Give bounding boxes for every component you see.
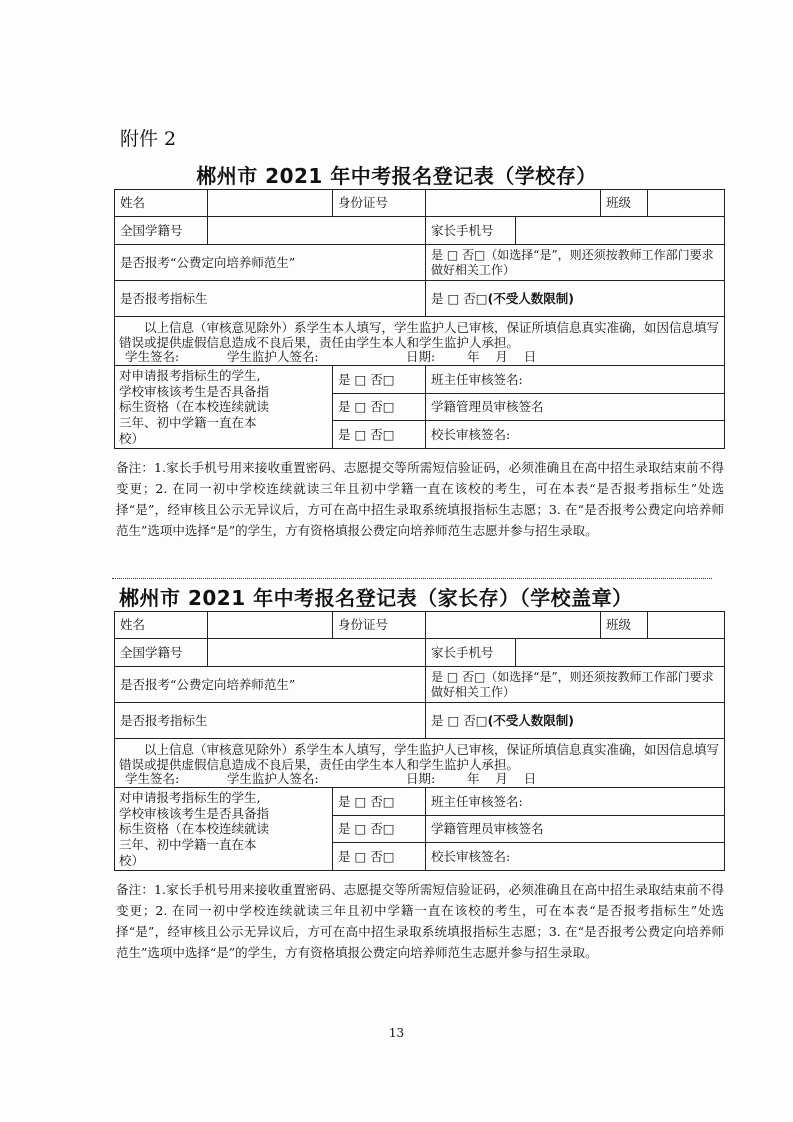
quota-options-checkboxes[interactable]: 是 □ 否□ bbox=[431, 290, 488, 306]
id-number-input-cell[interactable] bbox=[426, 190, 601, 217]
parent-phone-input-cell[interactable] bbox=[516, 639, 725, 667]
student-registry-label: 全国学籍号 bbox=[115, 217, 208, 245]
principal-check-options[interactable]: 是 □ 否□ bbox=[333, 843, 426, 871]
name-label: 姓名 bbox=[115, 612, 208, 639]
principal-check-options[interactable]: 是 □ 否□ bbox=[333, 421, 426, 449]
parent-phone-label: 家长手机号 bbox=[426, 639, 516, 667]
class-input-cell[interactable] bbox=[648, 612, 725, 639]
signature-line: 学生签名: 学生监护人签名: 日期: 年 月 日 bbox=[125, 349, 537, 364]
page-number: 13 bbox=[388, 1026, 405, 1040]
class-input-cell[interactable] bbox=[648, 190, 725, 217]
student-registry-input-cell[interactable] bbox=[208, 639, 426, 667]
headteacher-sign-field[interactable]: 班主任审核签名: bbox=[426, 788, 725, 816]
principal-sign-field[interactable]: 校长审核签名: bbox=[426, 421, 725, 449]
parent-phone-input-cell[interactable] bbox=[516, 217, 725, 245]
registry-admin-sign-field[interactable]: 学籍管理员审核签名 bbox=[426, 393, 725, 421]
cut-line bbox=[112, 578, 712, 579]
remarks-school-copy: 备注：1.家长手机号用来接收重置密码、志愿提交等所需短信验证码，必须准确且在高中招生录取结束前不得变更；2. 在同一初中学校连续就读三年且初中学籍一直在该校的考生，可在本表“是否报考指标生”处选择“是”，经审核且公示无异议后，方可在高中招生录取系统填报指标生志愿；3. 在“是否报考公费定向培养师范生”选项中选择“是”的学生，方有资格填报公费定向培养师范生志愿并参与招生录取。 bbox=[116, 460, 724, 538]
quota-apply-description: 对申请报考指标生的学生,学校审核该考生是否具备指标生资格（在本校连续就读三年、初中学籍一直在本校） bbox=[115, 366, 333, 449]
public-teacher-options[interactable]: 是 □ 否□（如选择“是”，则还须按教师工作部门要求做好相关工作） bbox=[426, 245, 725, 281]
student-registry-label: 全国学籍号 bbox=[115, 639, 208, 667]
info-notice: 以上信息（审核意见除外）系学生本人填写，学生监护人已审核，保证所填信息真实准确，如因信息填写错误或提供虚假信息造成不良后果，责任由学生本人和学生监护人承担。 bbox=[119, 742, 720, 772]
quota-options[interactable] bbox=[426, 281, 725, 317]
quota-unlimited-note: (不受人数限制) bbox=[487, 290, 575, 306]
id-number-label: 身份证号 bbox=[333, 190, 426, 217]
quota-apply-description: 对申请报考指标生的学生,学校审核该考生是否具备指标生资格（在本校连续就读三年、初中学籍一直在本校） bbox=[115, 788, 333, 871]
registration-form-parent-copy bbox=[114, 611, 725, 871]
form-title-parent-copy: 郴州市 2021 年中考报名登记表（家长存）（学校盖章） bbox=[119, 586, 633, 610]
registry-admin-check-options[interactable]: 是 □ 否□ bbox=[333, 393, 426, 421]
quota-options-checkboxes[interactable]: 是 □ 否□ bbox=[431, 712, 488, 728]
id-number-input-cell[interactable] bbox=[426, 612, 601, 639]
attachment-label: 附件 2 bbox=[120, 128, 177, 150]
headteacher-check-options[interactable]: 是 □ 否□ bbox=[333, 788, 426, 816]
registration-form-school-copy bbox=[114, 189, 725, 449]
name-label: 姓名 bbox=[115, 190, 208, 217]
signature-line: 学生签名: 学生监护人签名: 日期: 年 月 日 bbox=[125, 771, 537, 786]
principal-sign-field[interactable]: 校长审核签名: bbox=[426, 843, 725, 871]
id-number-label: 身份证号 bbox=[333, 612, 426, 639]
registry-admin-sign-field[interactable]: 学籍管理员审核签名 bbox=[426, 815, 725, 843]
remarks-parent-copy: 备注：1.家长手机号用来接收重置密码、志愿提交等所需短信验证码，必须准确且在高中招生录取结束前不得变更；2. 在同一初中学校连续就读三年且初中学籍一直在该校的考生，可在本表“是否报考指标生”处选择“是”，经审核且公示无异议后，方可在高中招生录取系统填报指标生志愿；3. 在“是否报考公费定向培养师范生”选项中选择“是”的学生，方有资格填报公费定向培养师范生志愿并参与招生录取。 bbox=[116, 882, 724, 960]
quota-unlimited-note: (不受人数限制) bbox=[487, 712, 575, 728]
info-notice: 以上信息（审核意见除外）系学生本人填写，学生监护人已审核，保证所填信息真实准确，如因信息填写错误或提供虚假信息造成不良后果，责任由学生本人和学生监护人承担。 bbox=[119, 320, 720, 350]
quota-options[interactable] bbox=[426, 703, 725, 739]
quota-question: 是否报考指标生 bbox=[115, 281, 426, 317]
name-input-cell[interactable] bbox=[208, 190, 333, 217]
public-teacher-question: 是否报考“公费定向培养师范生” bbox=[115, 245, 426, 281]
name-input-cell[interactable] bbox=[208, 612, 333, 639]
public-teacher-options[interactable]: 是 □ 否□（如选择“是”，则还须按教师工作部门要求做好相关工作） bbox=[426, 667, 725, 703]
class-label: 班级 bbox=[601, 612, 648, 639]
parent-phone-label: 家长手机号 bbox=[426, 217, 516, 245]
quota-question: 是否报考指标生 bbox=[115, 703, 426, 739]
form-title-school-copy: 郴州市 2021 年中考报名登记表（学校存） bbox=[196, 164, 597, 188]
class-label: 班级 bbox=[601, 190, 648, 217]
student-registry-input-cell[interactable] bbox=[208, 217, 426, 245]
public-teacher-question: 是否报考“公费定向培养师范生” bbox=[115, 667, 426, 703]
headteacher-check-options[interactable]: 是 □ 否□ bbox=[333, 366, 426, 394]
headteacher-sign-field[interactable]: 班主任审核签名: bbox=[426, 366, 725, 394]
registry-admin-check-options[interactable]: 是 □ 否□ bbox=[333, 815, 426, 843]
